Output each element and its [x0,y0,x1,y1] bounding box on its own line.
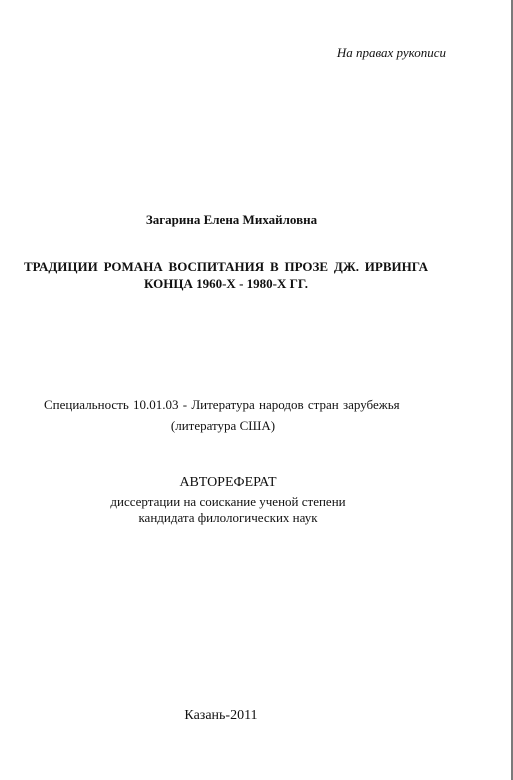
title-line-2: КОНЦА 1960-Х - 1980-Х ГГ. [144,276,308,291]
rights-note: На правах рукописи [336,45,446,60]
document-description [0,494,456,526]
title-line-1: ТРАДИЦИИ РОМАНА ВОСПИТАНИЯ В ПРОЗЕ ДЖ. ИРВИНГА [24,259,428,274]
author-name: Загарина Елена Михайловна [145,212,318,227]
specialty-subline: (литература США) [170,418,276,433]
dissertation-title [24,258,428,292]
specialty-line: Специальность 10.01.03 - Литература народов стран зарубежья [44,397,400,412]
description-line-2: кандидата филологических наук [138,510,318,525]
place-year: Казань-2011 [184,708,258,723]
document-type: АВТОРЕФЕРАТ [179,475,277,490]
description-line-1: диссертации на соискание ученой степени [110,494,346,509]
